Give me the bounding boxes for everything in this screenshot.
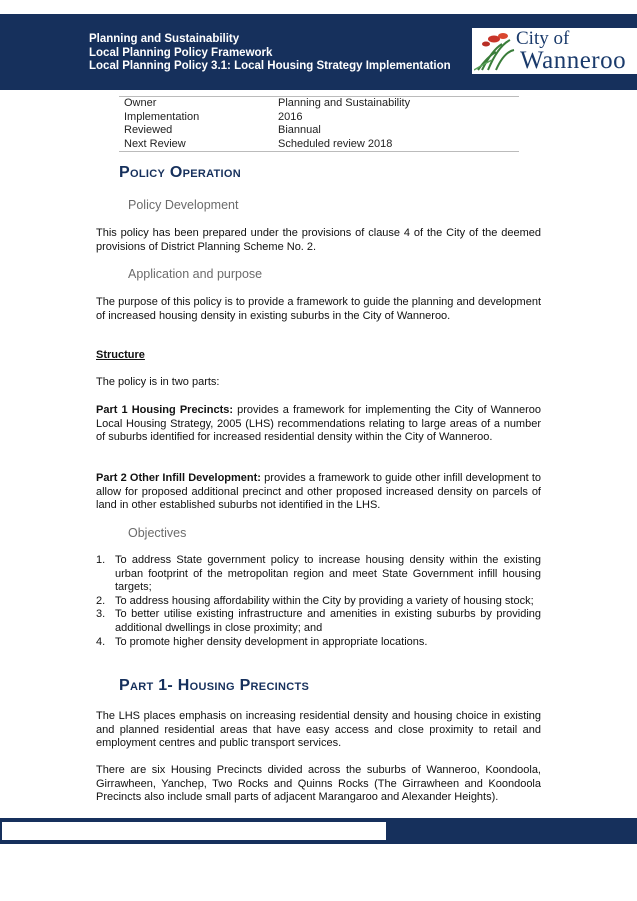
list-item bbox=[96, 554, 541, 595]
info-key: Owner bbox=[124, 97, 157, 109]
header-line-1: Planning and Sustainability bbox=[89, 33, 240, 45]
info-value: Scheduled review 2018 bbox=[278, 137, 393, 150]
info-key: Implementation bbox=[124, 110, 200, 123]
list-item-number: 2. bbox=[96, 594, 106, 607]
plant-logo-icon bbox=[474, 30, 518, 72]
part2-text: provides a framework to guide other infill development to allow for proposed additional precinct and other proposed increased density on parcels of land in other established suburbs not identified in the LHS. bbox=[96, 472, 541, 512]
list-item-number: 3. bbox=[96, 608, 106, 621]
part1-description bbox=[96, 404, 541, 445]
city-logo bbox=[472, 28, 637, 74]
info-value: Planning and Sustainability bbox=[278, 97, 411, 109]
header-title-block bbox=[89, 33, 451, 74]
part2-description bbox=[96, 472, 541, 513]
part1-intro-text: The LHS places emphasis on increasing residential density and housing choice in existing and planned residential areas that have easy access and close proximity to retail and employment centres and public transport services. bbox=[96, 710, 541, 750]
application-purpose-text: The purpose of this policy is to provide a framework to guide the planning and development of increased housing density in existing suburbs in the City of Wanneroo. bbox=[96, 296, 541, 322]
part2-label: Part 2 Other Infill Development: bbox=[96, 472, 261, 484]
list-item bbox=[96, 636, 541, 650]
objectives-list bbox=[96, 554, 541, 649]
application-purpose-heading: Application and purpose bbox=[128, 267, 263, 281]
policy-operation-heading: Policy Operation bbox=[119, 164, 241, 181]
info-row bbox=[119, 111, 519, 125]
header-line-3: Local Planning Policy 3.1: Local Housing Strategy Implementation bbox=[89, 60, 451, 72]
info-row bbox=[119, 138, 519, 152]
list-item-number: 1. bbox=[96, 554, 106, 566]
footer-panel bbox=[2, 822, 386, 840]
list-item-number: 4. bbox=[96, 635, 106, 648]
info-value: Biannual bbox=[278, 124, 321, 136]
header-line-2: Local Planning Policy Framework bbox=[89, 46, 273, 59]
logo-city-of: City of bbox=[516, 28, 570, 49]
policy-info-table bbox=[119, 96, 519, 152]
list-item bbox=[96, 608, 541, 635]
info-key: Reviewed bbox=[124, 124, 173, 136]
list-item bbox=[96, 595, 541, 609]
structure-heading: Structure bbox=[96, 349, 145, 361]
logo-wanneroo: Wanneroo bbox=[520, 47, 627, 74]
part1-text: provides a framework for implementing the City of Wanneroo Local Housing Strategy, 2005 (LHS) recommendations relating to large areas of a number of suburbs identified for increased residential density within the City of Wanneroo. bbox=[96, 404, 541, 444]
part1-precincts-text: There are six Housing Precincts divided across the suburbs of Wanneroo, Koondoola, Girrawheen, Yanchep, Two Rocks and Quinns Rocks (The Girrawheen and Koondoola Precincts also include small parts of adjacent Marangaroo and Alexander Heights). bbox=[96, 764, 541, 804]
objectives-heading: Objectives bbox=[128, 526, 187, 540]
list-item-text: To address housing affordability within the City by providing a variety of housing stock; bbox=[115, 594, 534, 607]
part1-housing-precincts-heading: Part 1- Housing Precincts bbox=[119, 677, 310, 694]
info-key: Next Review bbox=[124, 137, 186, 150]
policy-development-heading: Policy Development bbox=[128, 198, 239, 212]
info-row bbox=[119, 124, 519, 138]
info-value: 2016 bbox=[278, 110, 303, 123]
policy-development-text: This policy has been prepared under the provisions of clause 4 of the City of the deemed provisions of District Planning Scheme No. 2. bbox=[96, 227, 541, 253]
list-item-text: To better utilise existing infrastructure and amenities in existing suburbs by providing additional dwellings in close proximity; and bbox=[115, 608, 541, 634]
list-item-text: To promote higher density development in appropriate locations. bbox=[115, 635, 428, 648]
structure-intro: The policy is in two parts: bbox=[96, 376, 220, 388]
info-row bbox=[119, 97, 519, 111]
part1-label: Part 1 Housing Precincts: bbox=[96, 404, 234, 416]
list-item-text: To address State government policy to increase housing density within the existing urban footprint of the metropolitan region and meet State Government infill housing targets; bbox=[115, 554, 541, 594]
